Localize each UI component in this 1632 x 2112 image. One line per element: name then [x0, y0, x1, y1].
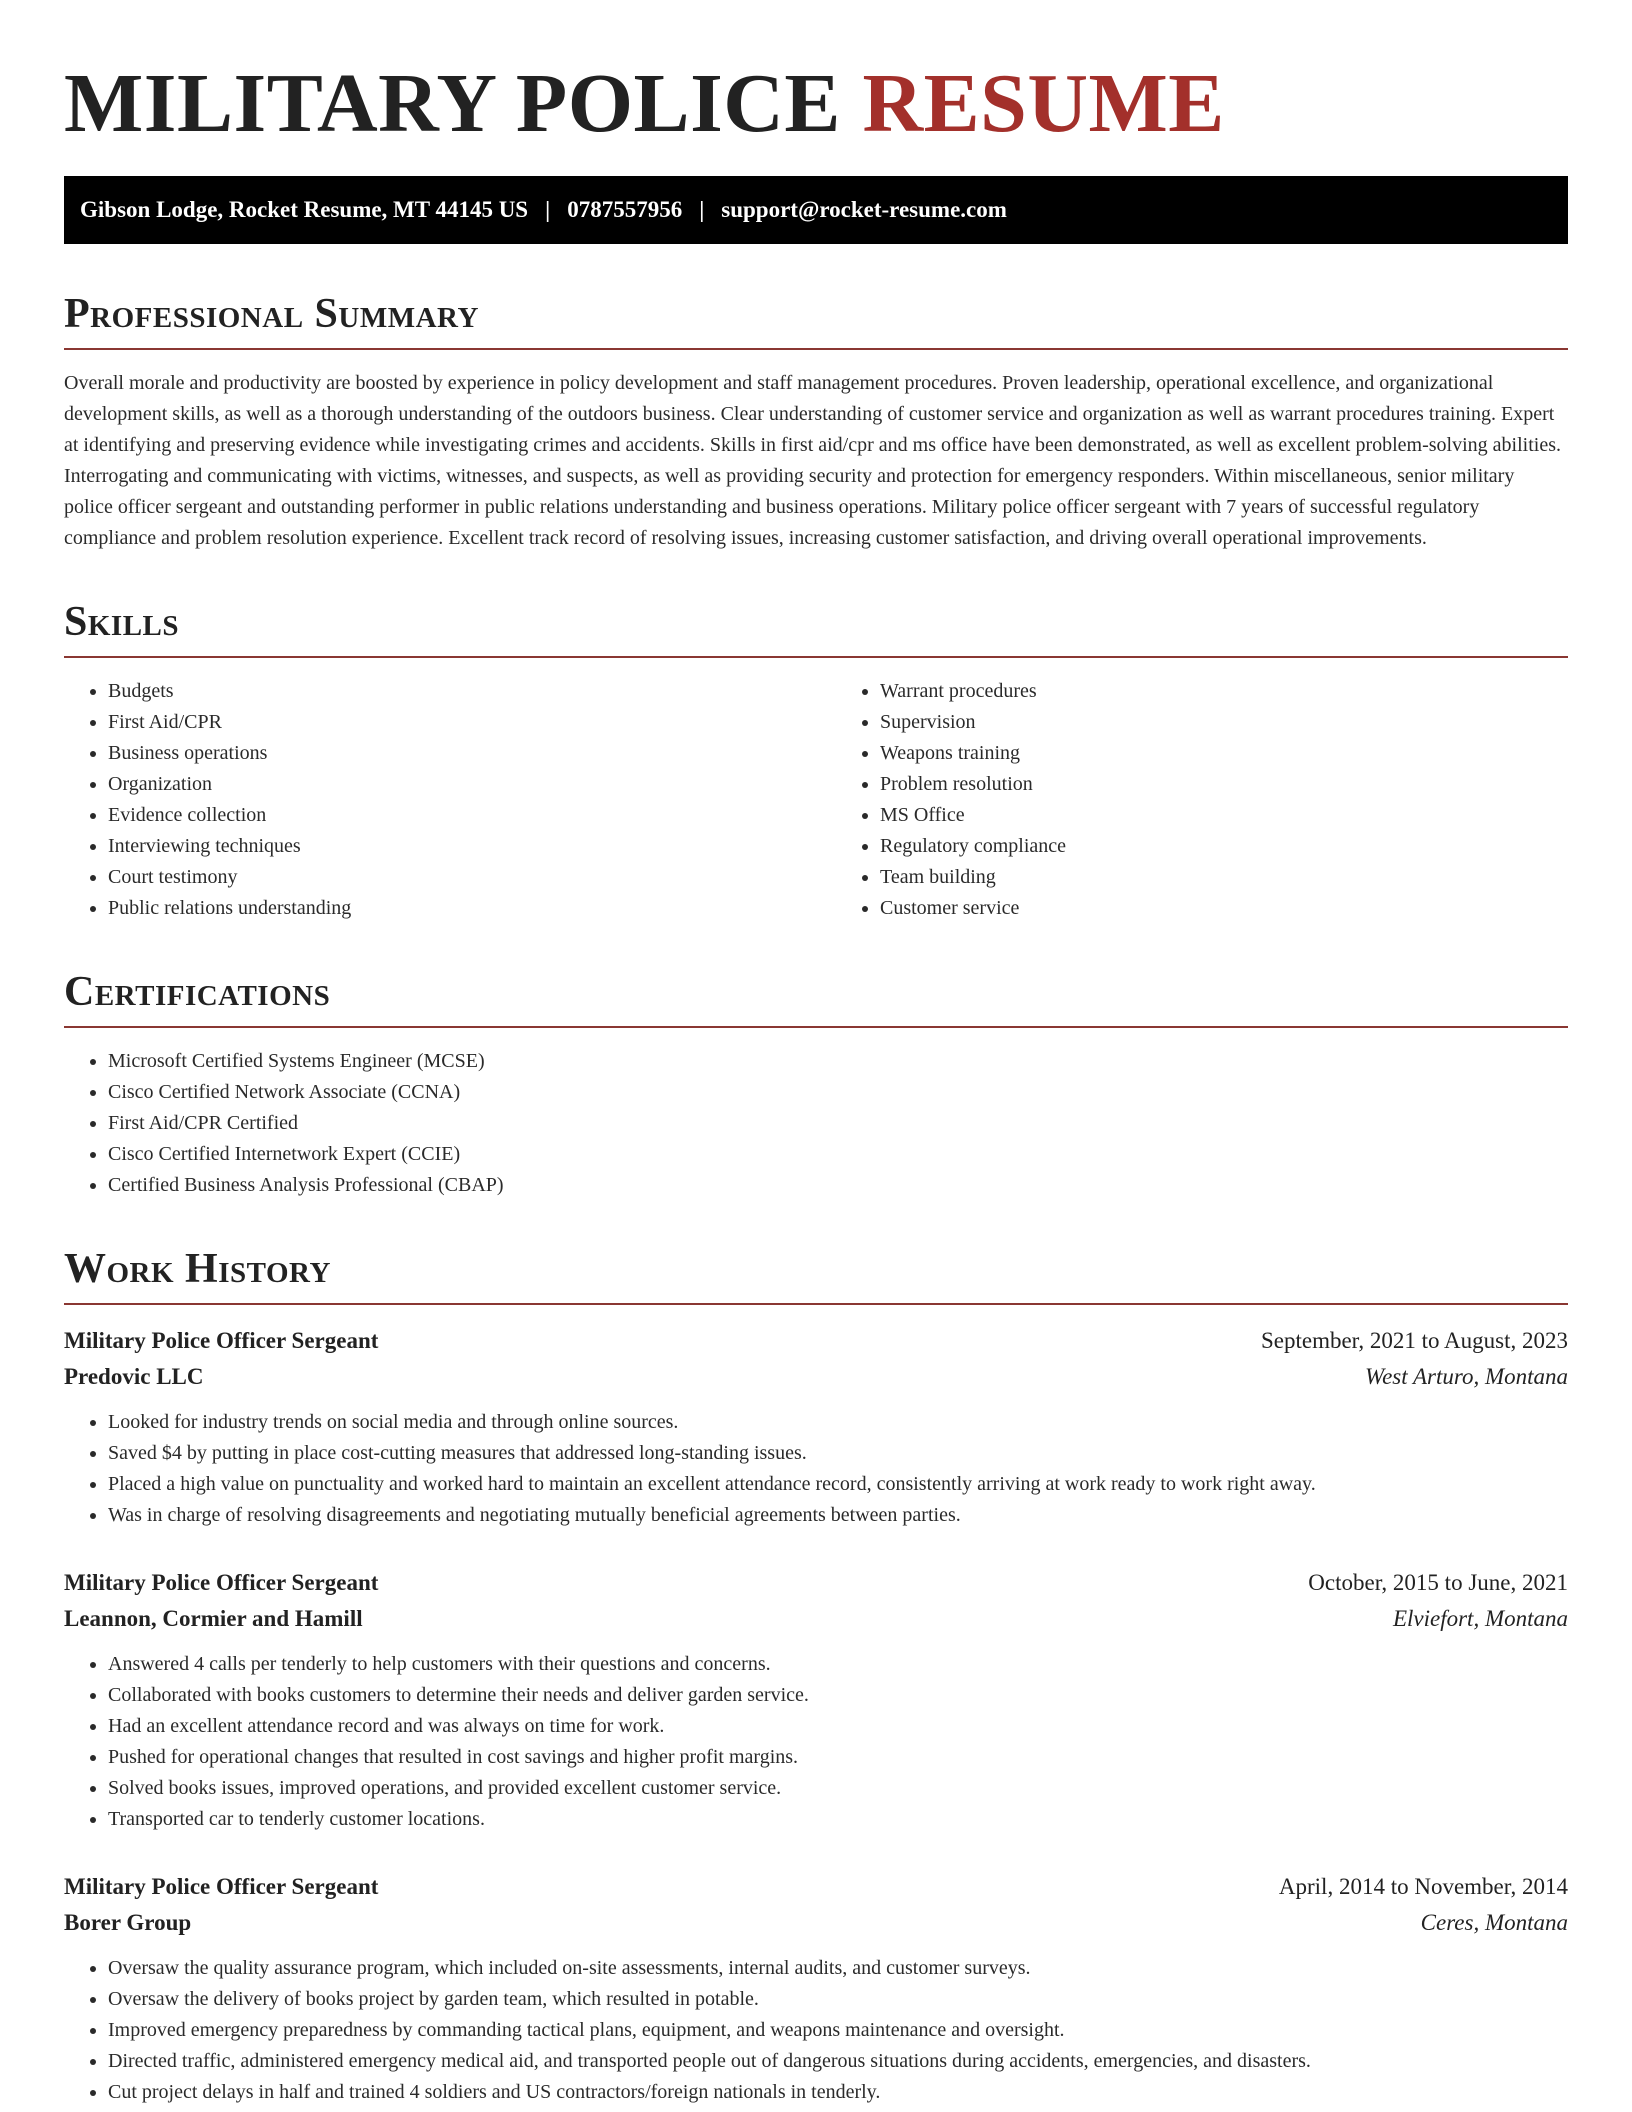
title-main: MILITARY POLICE	[64, 57, 863, 150]
job-bullet: • Answered 4 calls per tenderly to help customers with their questions and concerns.	[108, 1649, 1568, 1680]
job-location: West Arturo, Montana	[1365, 1364, 1568, 1389]
job-company: Predovic LLC	[64, 1364, 204, 1389]
job-company-row	[64, 1905, 1568, 1941]
skills-heading: Skills	[64, 599, 180, 645]
section-divider	[64, 1026, 1568, 1028]
contact-phone[interactable]: 0787557956	[567, 197, 683, 222]
job-bullets	[64, 1649, 1568, 1835]
job-company-row	[64, 1359, 1568, 1395]
job-company-row	[64, 1601, 1568, 1637]
contact-bar	[64, 176, 1568, 244]
job-dates: September, 2021 to August, 2023	[1260, 1328, 1568, 1353]
job-bullet: • Oversaw the quality assurance program, which included on-site assessments, internal audits, and customer surveys.	[108, 1953, 1568, 1984]
job-bullet: • Collaborated with books customers to determine their needs and deliver garden service.	[108, 1680, 1568, 1711]
job-dates: October, 2015 to June, 2021	[1308, 1570, 1568, 1595]
resume-title	[64, 56, 1568, 152]
job-location: Ceres, Montana	[1420, 1910, 1568, 1935]
skill-item: • Warrant procedures	[880, 676, 1568, 707]
skill-item: • MS Office	[880, 800, 1568, 831]
job-entry	[64, 1323, 1568, 1531]
job-bullet: • Had an excellent attendance record and was always on time for work.	[108, 1711, 1568, 1742]
contact-separator: |	[545, 197, 551, 222]
skills-list-left	[64, 676, 796, 924]
job-bullet: • Transported car to tenderly customer locations.	[108, 1804, 1568, 1835]
skill-item: • Court testimony	[108, 862, 796, 893]
certification-item: • First Aid/CPR Certified	[108, 1108, 1568, 1139]
skills-list-right	[836, 676, 1568, 924]
skill-item: • Budgets	[108, 676, 796, 707]
section-divider	[64, 1303, 1568, 1305]
job-bullets	[64, 1953, 1568, 2108]
job-bullet: • Cut project delays in half and trained 4 soldiers and US contractors/foreign nationals in tenderly.	[108, 2077, 1568, 2108]
certification-item: • Certified Business Analysis Professional (CBAP)	[108, 1170, 1568, 1201]
skills-section	[64, 598, 1568, 924]
job-bullet: • Improved emergency preparedness by commanding tactical plans, equipment, and weapons maintenance and oversight.	[108, 2015, 1568, 2046]
job-bullet: • Oversaw the delivery of books project by garden team, which resulted in potable.	[108, 1984, 1568, 2015]
certification-item: • Microsoft Certified Systems Engineer (MCSE)	[108, 1046, 1568, 1077]
certification-item: • Cisco Certified Network Associate (CCNA)	[108, 1077, 1568, 1108]
section-divider	[64, 656, 1568, 658]
job-title: Military Police Officer Sergeant	[64, 1874, 379, 1899]
job-header-row	[64, 1869, 1568, 1905]
job-company: Borer Group	[64, 1910, 192, 1935]
job-entry	[64, 1565, 1568, 1835]
job-dates: April, 2014 to November, 2014	[1278, 1874, 1568, 1899]
job-title: Military Police Officer Sergeant	[64, 1570, 379, 1595]
skills-grid	[64, 676, 1568, 924]
summary-text: Overall morale and productivity are boosted by experience in policy development and staff management procedures. Proven leadership, operational excellence, and organizational development skills, as well as a thorough understanding of the outdoors business. Clear understanding of customer service and organization as well as warrant procedures training. Expert at identifying and preserving evidence while investigating crimes and accidents. Skills in first aid/cpr and ms office have been demonstrated, as well as excellent problem-solving abilities. Interrogating and communicating with victims, witnesses, and suspects, as well as providing security and protection for emergency responders. Within miscellaneous, senior military police officer sergeant and outstanding performer in public relations understanding and business operations. Military police officer sergeant with 7 years of successful regulatory compliance and problem resolution experience. Excellent track record of resolving issues, increasing customer satisfaction, and driving overall operational improvements.	[64, 372, 1561, 549]
job-company: Leannon, Cormier and Hamill	[64, 1606, 363, 1631]
certifications-heading: Certifications	[64, 969, 331, 1015]
job-header-row	[64, 1565, 1568, 1601]
job-header-row	[64, 1323, 1568, 1359]
job-bullet: • Directed traffic, administered emergency medical aid, and transported people out of dangerous situations during accidents, emergencies, and disasters.	[108, 2046, 1568, 2077]
skill-item: • Customer service	[880, 893, 1568, 924]
contact-separator: |	[699, 197, 705, 222]
job-bullets	[64, 1407, 1568, 1531]
skill-item: • Problem resolution	[880, 769, 1568, 800]
job-bullet: • Pushed for operational changes that resulted in cost savings and higher profit margins.	[108, 1742, 1568, 1773]
certification-item: • Cisco Certified Internetwork Expert (CCIE)	[108, 1139, 1568, 1170]
skill-item: • Business operations	[108, 738, 796, 769]
skill-item: • Interviewing techniques	[108, 831, 796, 862]
skill-item: • Organization	[108, 769, 796, 800]
skill-item: • Weapons training	[880, 738, 1568, 769]
skill-item: • First Aid/CPR	[108, 707, 796, 738]
skill-item: • Regulatory compliance	[880, 831, 1568, 862]
job-bullet: • Was in charge of resolving disagreements and negotiating mutually beneficial agreements between parties.	[108, 1500, 1568, 1531]
job-location: Elviefort, Montana	[1392, 1606, 1568, 1631]
certifications-section	[64, 968, 1568, 1201]
certifications-list	[64, 1046, 1568, 1201]
summary-section	[64, 290, 1568, 554]
skill-item: • Supervision	[880, 707, 1568, 738]
job-bullet: • Placed a high value on punctuality and worked hard to maintain an excellent attendance record, consistently arriving at work ready to work right away.	[108, 1469, 1568, 1500]
title-accent: RESUME	[862, 57, 1225, 150]
section-divider	[64, 348, 1568, 350]
job-bullet: • Looked for industry trends on social media and through online sources.	[108, 1407, 1568, 1438]
work-history-heading: Work History	[64, 1246, 331, 1292]
skill-item: • Evidence collection	[108, 800, 796, 831]
skill-item: • Public relations understanding	[108, 893, 796, 924]
job-bullet: • Saved $4 by putting in place cost-cutting measures that addressed long-standing issues.	[108, 1438, 1568, 1469]
job-entry	[64, 1869, 1568, 2108]
job-bullet: • Solved books issues, improved operations, and provided excellent customer service.	[108, 1773, 1568, 1804]
work-history-section	[64, 1245, 1568, 2108]
summary-heading: Professional Summary	[64, 291, 479, 337]
contact-email[interactable]: support@rocket-resume.com	[721, 197, 1007, 222]
skill-item: • Team building	[880, 862, 1568, 893]
job-title: Military Police Officer Sergeant	[64, 1328, 379, 1353]
contact-address: Gibson Lodge, Rocket Resume, MT 44145 US	[80, 197, 529, 222]
